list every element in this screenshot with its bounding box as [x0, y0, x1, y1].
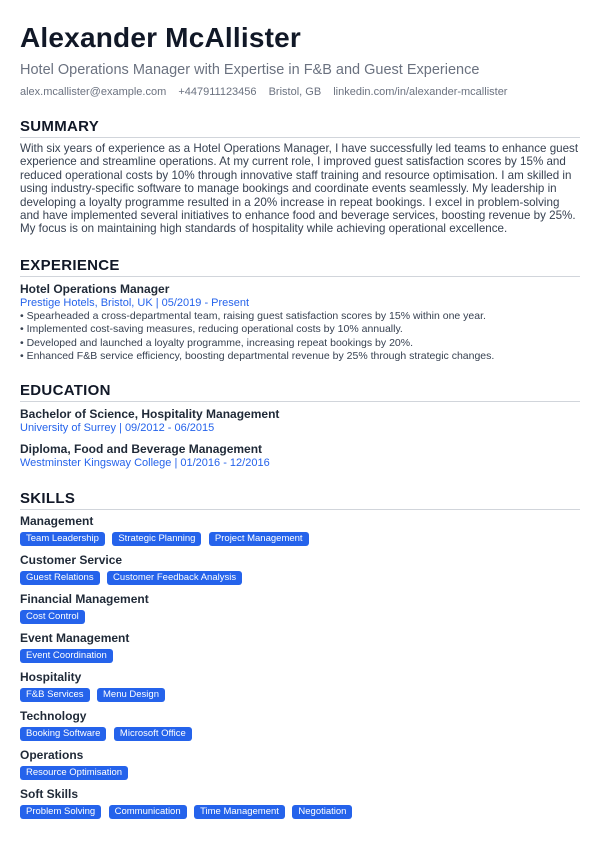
skill-chips	[20, 610, 580, 626]
contact-linkedin[interactable]: linkedin.com/in/alexander-mcallister	[333, 86, 508, 98]
education-entry	[20, 407, 580, 435]
skills-section	[20, 490, 580, 821]
skill-group-financial-management	[20, 592, 580, 626]
skill-chip: F&B Services	[20, 688, 90, 702]
job-bullet: • Enhanced F&B service efficiency, boosting departmental revenue by 25% through strategic changes.	[20, 350, 580, 364]
candidate-name: Alexander McAllister	[20, 22, 301, 53]
skill-chip: Project Management	[209, 532, 309, 546]
resume-header	[20, 20, 580, 99]
skill-chips	[20, 766, 580, 782]
skill-chips	[20, 727, 580, 743]
skill-chip: Negotiation	[292, 805, 352, 819]
skill-chip: Resource Optimisation	[20, 766, 128, 780]
education-entry	[20, 442, 580, 470]
skill-chips	[20, 649, 580, 665]
skill-chip: Booking Software	[20, 727, 106, 741]
skill-category: Customer Service	[20, 552, 123, 567]
education-heading: EDUCATION	[20, 382, 580, 402]
skill-chip: Team Leadership	[20, 532, 105, 546]
skill-chip: Problem Solving	[20, 805, 101, 819]
education-degree: Bachelor of Science, Hospitality Management	[20, 406, 280, 421]
skill-group-management	[20, 514, 580, 548]
skill-chips	[20, 571, 580, 587]
skill-chip: Microsoft Office	[114, 727, 192, 741]
skill-category: Management	[20, 513, 94, 528]
skill-chips	[20, 805, 580, 821]
job-bullets	[20, 310, 580, 364]
skill-category: Technology	[20, 708, 87, 723]
skill-chip: Time Management	[194, 805, 285, 819]
summary-heading: SUMMARY	[20, 118, 580, 138]
summary-section	[20, 118, 580, 236]
skill-category: Operations	[20, 747, 84, 762]
experience-section	[20, 257, 580, 364]
skill-chip: Event Coordination	[20, 649, 113, 663]
skill-chip: Customer Feedback Analysis	[107, 571, 242, 585]
skill-group-customer-service	[20, 553, 580, 587]
job-entry	[20, 282, 580, 364]
skill-chip: Cost Control	[20, 610, 85, 624]
job-meta: Prestige Hotels, Bristol, UK | 05/2019 - Present	[20, 296, 250, 309]
skill-category: Soft Skills	[20, 786, 79, 801]
skills-heading: SKILLS	[20, 490, 580, 510]
skill-category: Financial Management	[20, 591, 149, 606]
skill-chip: Strategic Planning	[112, 532, 201, 546]
job-bullet: • Spearheaded a cross-departmental team, raising guest satisfaction scores by 15% within one year.	[20, 310, 580, 324]
skill-chip: Communication	[109, 805, 187, 819]
education-meta: University of Surrey | 09/2012 - 06/2015	[20, 421, 215, 434]
education-section	[20, 382, 580, 470]
skill-group-event-management	[20, 631, 580, 665]
education-meta: Westminster Kingsway College | 01/2016 - 12/2016	[20, 456, 270, 469]
skill-category: Hospitality	[20, 669, 82, 684]
job-bullet: • Developed and launched a loyalty programme, increasing repeat bookings by 20%.	[20, 337, 580, 351]
contact-phone[interactable]: +447911123456	[178, 86, 257, 98]
skill-group-technology	[20, 709, 580, 743]
summary-text: With six years of experience as a Hotel Operations Manager, I have successfully led teams to enhance guest experience and streamline operations. At my current role, I improved guest satisfaction scores by 15% and reduced operational costs by 10% through innovative staff training and resource optimisation. I am skilled in using industry-specific software to manage bookings and coordinate events seamlessly. My leadership in developing a loyalty programme resulted in a 20% increase in repeat bookings. I excel in problem-solving and have implemented several initiatives to enhance food and beverage services, boosting revenue by 25%. My focus is on maintaining high standards of hospitality while achieving operational excellence.	[20, 142, 579, 236]
skill-chip: Guest Relations	[20, 571, 100, 585]
skill-chips	[20, 532, 580, 548]
candidate-headline: Hotel Operations Manager with Expertise in F&B and Guest Experience	[20, 62, 480, 78]
skill-category: Event Management	[20, 630, 130, 645]
skill-chip: Menu Design	[97, 688, 165, 702]
skill-group-soft-skills	[20, 787, 580, 821]
contact-line	[20, 85, 580, 99]
skill-chips	[20, 688, 580, 704]
skill-group-operations	[20, 748, 580, 782]
job-bullet: • Implemented cost-saving measures, reducing operational costs by 10% annually.	[20, 323, 580, 337]
job-title: Hotel Operations Manager	[20, 281, 170, 296]
contact-email[interactable]: alex.mcallister@example.com	[20, 86, 167, 98]
education-degree: Diploma, Food and Beverage Management	[20, 441, 263, 456]
skill-group-hospitality	[20, 670, 580, 704]
experience-heading: EXPERIENCE	[20, 257, 580, 277]
contact-location: Bristol, GB	[268, 86, 322, 98]
